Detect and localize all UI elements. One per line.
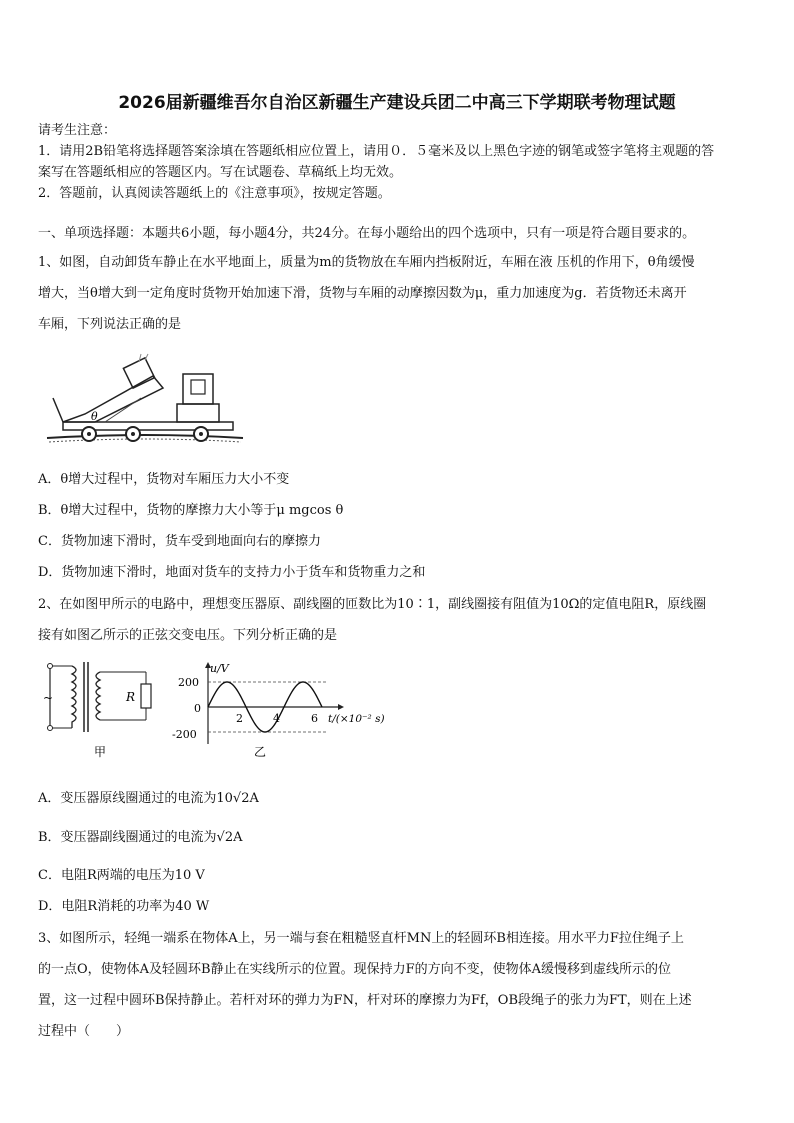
q1-option-a: A．θ增大过程中，货物对车厢压力大小不变 <box>38 472 290 487</box>
voltage-chart <box>170 658 400 760</box>
transformer-circuit-figure <box>38 658 168 760</box>
theta-label: θ <box>91 410 98 423</box>
ac-source-label: ~ <box>43 691 54 705</box>
dump-truck-figure <box>45 342 245 452</box>
notice-header: 请考生注意： <box>38 123 117 138</box>
ytick-200: 200 <box>178 676 199 689</box>
section-heading: 一、单项选择题：本题共6小题，每小题4分，共24分。在每小题给出的四个选项中，只有一项是符合题目要求的。 <box>38 226 696 241</box>
q2-option-a: A．变压器原线圈通过的电流为10√2A <box>38 791 259 806</box>
q1-stem-line-1: 1、如图，自动卸货车静止在水平地面上，质量为m的货物放在车厢内挡板附近，车厢在液 压机的作用下，θ角缓慢 <box>38 255 695 270</box>
q2-stem-line-2: 接有如图乙所示的正弦交变电压。下列分析正确的是 <box>38 628 338 643</box>
ytick-0: 0 <box>194 702 201 715</box>
x-axis-arrow <box>338 704 344 710</box>
q3-stem-line-1: 3、如图所示，轻绳一端系在物体A上，另一端与套在粗糙竖直杆MN上的轻圆环B相连接。用水平力F拉住绳子上 <box>38 931 684 946</box>
chart-xlabel: t/(×10⁻² s) <box>328 713 385 725</box>
notice-item-2: 2．答题前，认真阅读答题纸上的《注意事项》，按规定答题。 <box>38 186 391 201</box>
chart-ylabel: u/V <box>210 662 229 675</box>
q3-stem-line-2: 的一点O，使物体A及轻圆环B静止在实线所示的位置。现保持力F的方向不变，使物体A缓慢移到虚线所示的位 <box>38 962 672 977</box>
q2-option-b: B．变压器副线圈通过的电流为√2A <box>38 830 243 845</box>
q2-option-d: D．电阻R消耗的功率为40 W <box>38 899 210 914</box>
page-title: 2026届新疆维吾尔自治区新疆生产建设兵团二中高三下学期联考物理试题 <box>118 93 676 113</box>
notice-item-1-line-2: 案写在答题纸相应的答题区内。写在试题卷、草稿纸上均无效。 <box>38 165 403 180</box>
notice-item-1-line-1: 1．请用2B铅笔将选择题答案涂填在答题纸相应位置上，请用０．５毫米及以上黑色字迹的钢笔或签字笔将主观题的答 <box>38 144 715 159</box>
q1-stem-line-2: 增大，当θ增大到一定角度时货物开始加速下滑，货物与车厢的动摩擦因数为μ，重力加速度为g．若货物还未离开 <box>38 286 687 301</box>
figure-yi-caption: 乙 <box>254 745 267 759</box>
xtick-2: 2 <box>236 712 243 725</box>
ytick-neg-200: -200 <box>172 728 197 741</box>
xtick-6: 6 <box>311 712 318 725</box>
q2-option-c: C．电阻R两端的电压为10 V <box>38 868 205 883</box>
q1-stem-line-3: 车厢，下列说法正确的是 <box>38 317 182 332</box>
q3-stem-line-3: 置，这一过程中圆环B保持静止。若杆对环的弹力为FN，杆对环的摩擦力为Ff，OB段绳子的张力为FT，则在上述 <box>38 993 692 1008</box>
q1-option-c: C．货物加速下滑时，货车受到地面向右的摩擦力 <box>38 534 321 549</box>
resistor-label: R <box>126 690 136 704</box>
q1-option-d: D．货物加速下滑时，地面对货车的支持力小于货车和货物重力之和 <box>38 565 426 580</box>
xtick-4: 4 <box>273 712 280 725</box>
q3-stem-line-4: 过程中（ ） <box>38 1024 130 1039</box>
q1-option-b: B．θ增大过程中，货物的摩擦力大小等于μ mgcos θ <box>38 503 344 518</box>
q2-stem-line-1: 2、在如图甲所示的电路中，理想变压器原、副线圈的匝数比为10∶1，副线圈接有阻值为10Ω的定值电阻R，原线圈 <box>38 597 707 612</box>
figure-jia-caption: 甲 <box>94 745 107 759</box>
